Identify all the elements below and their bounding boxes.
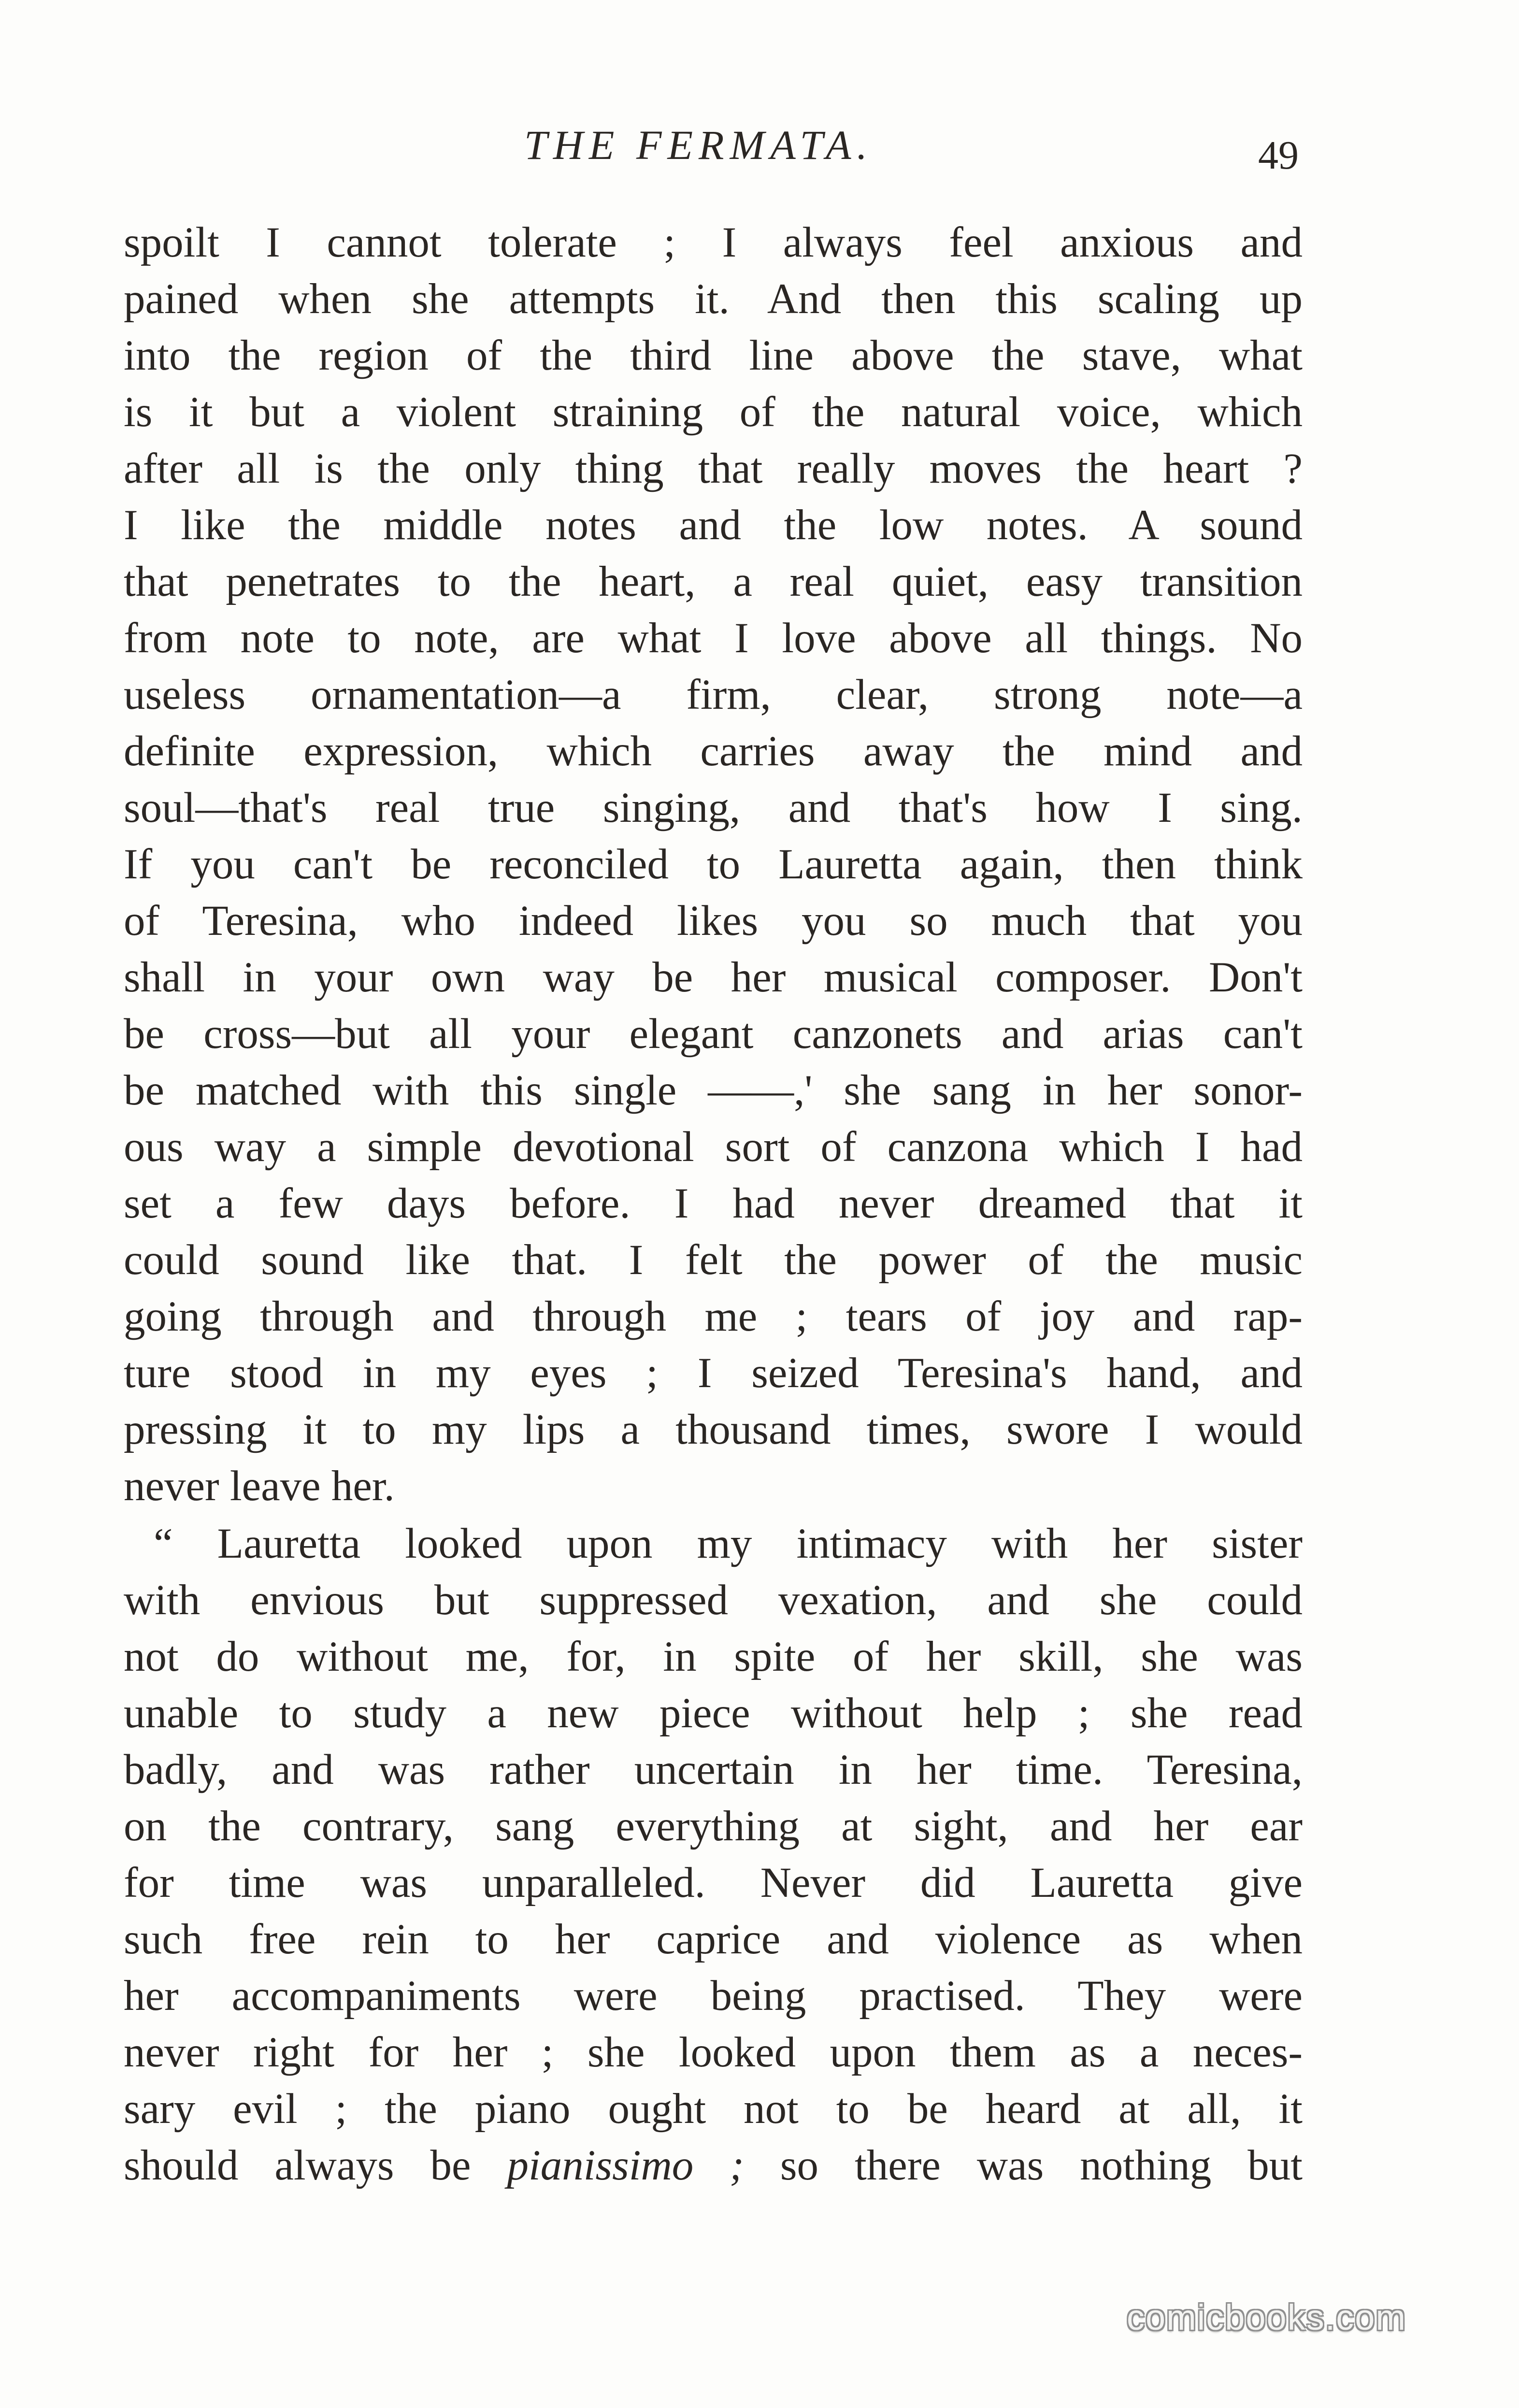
text-line: pressing it to my lips a thousand times, swore I would [124,1406,1303,1453]
text-line: never right for her ; she looked upon them as a neces- [124,2029,1303,2076]
text-line: could sound like that. I felt the power of the music [124,1236,1303,1284]
text-line: her accompaniments were being practised. They were [124,1972,1303,2020]
text-line-with-italic [124,2137,1303,2194]
paragraph-start-line: “ Lauretta looked upon my intimacy with her sister [154,1520,1303,1567]
text-line: If you can't be reconciled to Lauretta again, then think [124,841,1303,888]
text-line: unable to study a new piece without help ; she read [124,1690,1303,1737]
line-text-before: should always be [124,2142,471,2189]
watermark-logo: comicbooks.com [1127,2297,1407,2337]
text-line: of Teresina, who indeed likes you so much that you [124,897,1303,945]
text-line: on the contrary, sang everything at sight, and her ear [124,1803,1303,1850]
text-line: be matched with this single ——,' she sang in her sonor- [124,1067,1303,1114]
text-line: I like the middle notes and the low notes. A sound [124,502,1303,549]
text-line: ous way a simple devotional sort of canzona which I had [124,1123,1303,1171]
text-line: such free rein to her caprice and violence as when [124,1916,1303,1963]
text-line: from note to note, are what I love above all things. No [124,615,1303,662]
text-line: ture stood in my eyes ; I seized Teresina's hand, and [124,1349,1303,1397]
text-line: set a few days before. I had never dreamed that it [124,1180,1303,1227]
running-title: THE FERMATA. [524,122,874,168]
text-line: with envious but suppressed vexation, and she could [124,1577,1303,1624]
text-line: pained when she attempts it. And then this scaling up [124,275,1303,323]
text-line: into the region of the third line above the stave, what [124,332,1303,379]
text-line: be cross—but all your elegant canzonets and arias can't [124,1010,1303,1058]
text-line: soul—that's real true singing, and that's how I sing. [124,784,1303,831]
text-line: definite expression, which carries away the mind and [124,728,1303,775]
text-line: going through and through me ; tears of joy and rap- [124,1293,1303,1340]
page-number: 49 [1258,133,1299,178]
text-line: badly, and was rather uncertain in her time. Teresina, [124,1746,1303,1793]
text-line: shall in your own way be her musical composer. Don't [124,954,1303,1001]
text-line: useless ornamentation—a firm, clear, strong note—a [124,671,1303,718]
line-text-after: so there was nothing but [780,2142,1303,2189]
text-line: after all is the only thing that really moves the heart ? [124,445,1303,492]
text-line: for time was unparalleled. Never did Lauretta give [124,1859,1303,1906]
body-text [124,215,1303,2194]
italic-term: pianissimo ; [507,2142,744,2189]
text-line: sary evil ; the piano ought not to be heard at all, it [124,2085,1303,2133]
paragraph-end-line: never leave her. [124,1462,395,1510]
text-line: spoilt I cannot tolerate ; I always feel anxious and [124,219,1303,266]
text-line: that penetrates to the heart, a real quiet, easy transition [124,558,1303,605]
text-line: is it but a violent straining of the natural voice, which [124,388,1303,436]
running-head [0,116,1519,178]
text-line: not do without me, for, in spite of her skill, she was [124,1633,1303,1680]
